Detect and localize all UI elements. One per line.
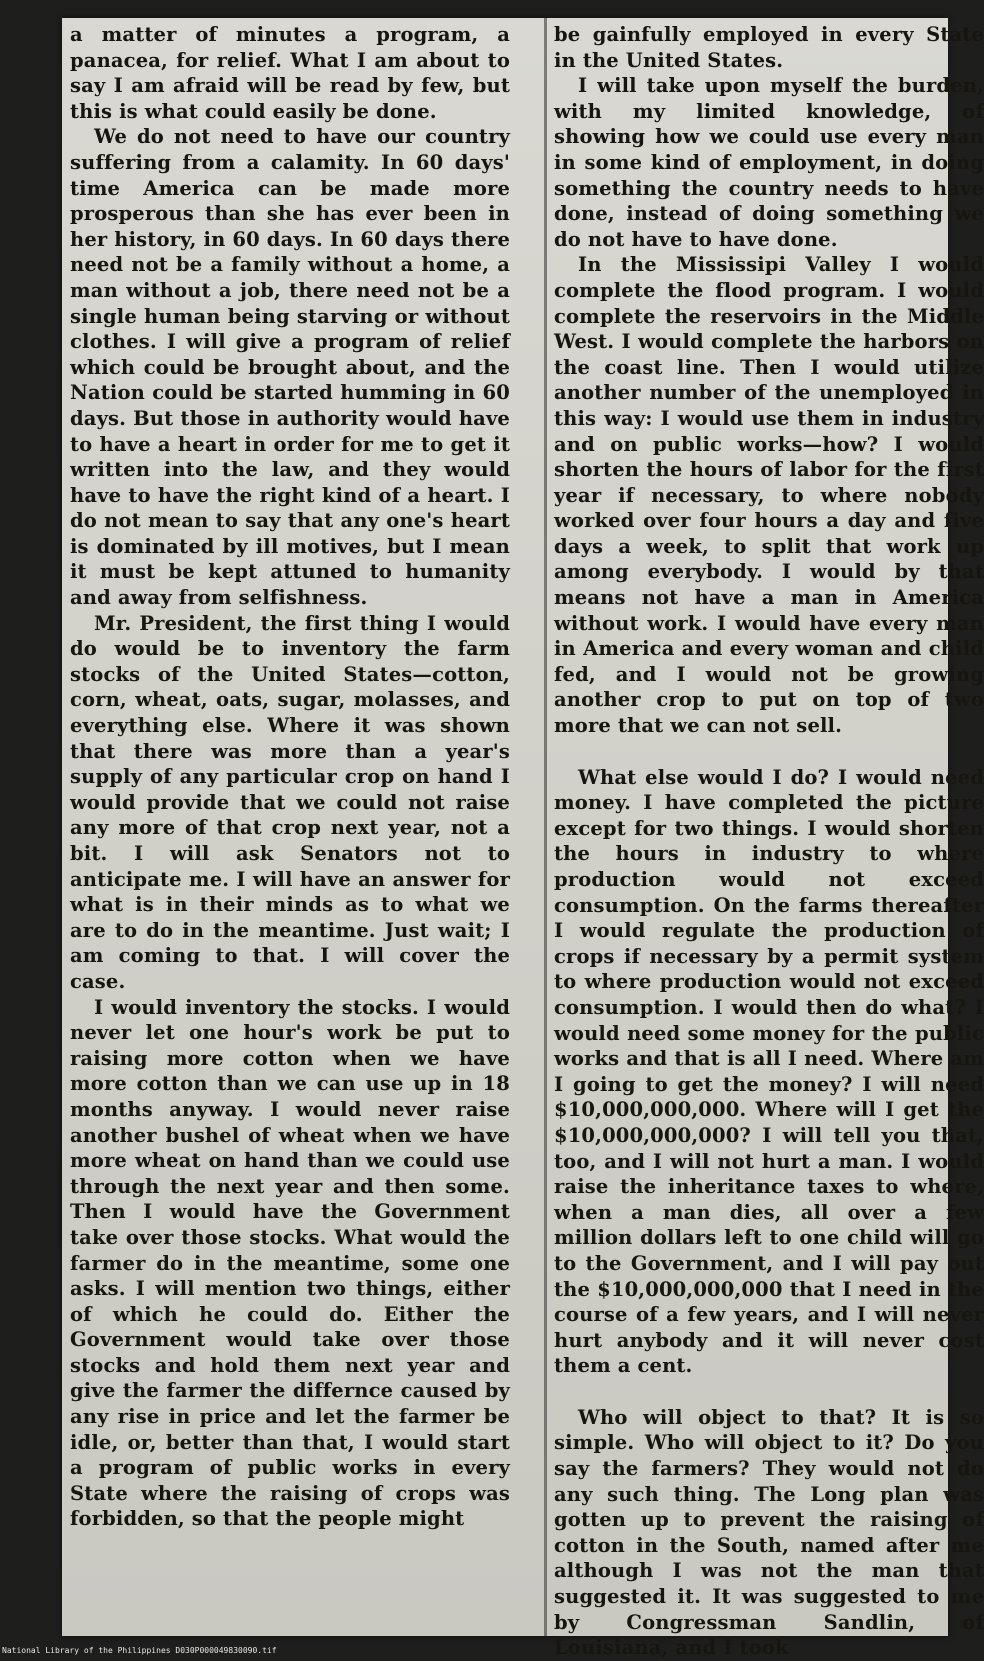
left-column [70, 22, 510, 1532]
paragraph: a matter of minutes a program, a panacea, for relief. What I am about to say I am afraid will be read by few, but this is what could easily be done. [70, 23, 510, 123]
paragraph: Who will object to that? It is so simple. Who will object to it? Do you say the farmers? They would not do any such thing. The Long plan was gotten up to prevent the raising of cotton in the South, named after me although I was not the man that suggested it. It was suggested to me by Congressman Sandlin, of Louisiana, and I took [554, 1405, 984, 1660]
paragraph: What else would I do? I would need money. I have completed the picture except for two things. I would shorten the hours in industry to where production would not exceed consumption. On the farms thereafter I would regulate the production of crops if necessary by a permit system to where production would not exceed consumption. I would then do what? I would need some money for the public works and that is all I need. Where am I going to get the money? I will need $10,000,000,000. Where will I get the $10,000,000,000? I will tell you that, too, and I will not hurt a man. I would raise the inheritance taxes to where, when a man dies, all over a few million dollars left to one child will go to the Government, and I will pay out the $10,000,000,000 that I need in the course of a few years, and I will never hurt anybody and it will never cost them a cent. [554, 765, 984, 1378]
paragraph: I would inventory the stocks. I would never let one hour's work be put to raising more cotton when we have more cotton than we can use up in 18 months anyway. I would never raise another bushel of wheat when we have more wheat on hand than we could use through the next year and then some. Then I would have the Government take over those stocks. What would the farmer do in the meantime, some one asks. I will mention two things, either of which he could do. Either the Government would take over those stocks and hold them next year and give the farmer the differnce caused by any rise in price and let the farmer be idle, or, better than that, I would start a program of public works in every State where the raising of crops was forbidden, so that the people might [70, 995, 510, 1531]
paragraph: We do not need to have our country suffering from a calamity. In 60 days' time America can be made more prosperous than she has ever been in her history, in 60 days. In 60 days there need not be a family without a home, a man without a job, there need not be a single human being starving or without clothes. I will give a program of relief which could be brought about, and the Nation could be started humming in 60 days. But those in authority would have to have a heart in order for me to get it written into the law, and they would have to have the right kind of a heart. I do not mean to say that any one's heart is dominated by ill motives, but I mean it must be kept attuned to humanity and away from selfishness. [70, 125, 510, 610]
paragraph: I will take upon myself the burden, with my limited knowledge, of showing how we could use every man in some kind of employment, in doing something the country needs to have done, instead of doing something we do not have to have done. [554, 74, 984, 251]
paragraph: In the Mississipi Valley I would complete the flood program. I would complete the reservoirs in the Middle West. I would complete the harbors on the coast line. Then I would utilize another number of the unemployed in this way: I would use them in industry and on public works—how? I would shorten the hours of labor for the first year if necessary, to where nobody worked over four hours a day and five days a week, to split that work up among everybody. I would by that means not have a man in America without work. I would have every man in America and every woman and child fed, and I would not be growing another crop to put on top of two more that we can not sell. [554, 253, 984, 738]
column-divider [544, 18, 547, 1636]
archive-label: National Library of the Philippines D030P000049830090.tif [2, 1646, 277, 1655]
right-column [554, 22, 984, 1661]
paragraph: be gainfully employed in every State in the United States. [554, 23, 984, 72]
paragraph: Mr. President, the first thing I would do would be to inventory the farm stocks of the United States—cotton, corn, wheat, oats, sugar, molasses, and everything else. Where it was shown that there was more than a year's supply of any particular crop on hand I would provide that we could not raise any more of that crop next year, not a bit. I will ask Senators not to anticipate me. I will have an answer for what is in their minds as to what we are to do in the meantime. Just wait; I am coming to that. I will cover the case. [70, 611, 510, 993]
